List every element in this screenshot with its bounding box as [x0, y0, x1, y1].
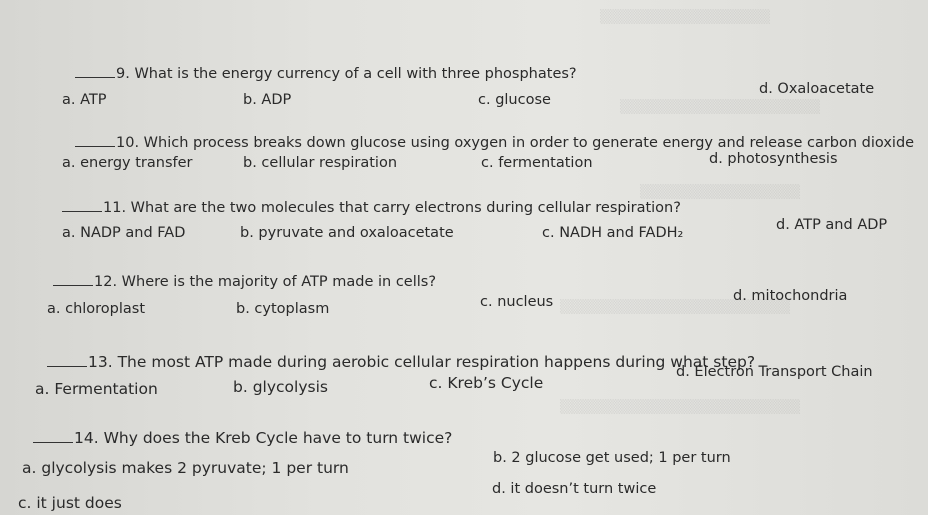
question-text: What is the energy currency of a cell with three phosphates?	[134, 66, 577, 82]
question-text: What are the two molecules that carry electrons during cellular respiration?	[130, 200, 681, 216]
answer-blank[interactable]	[75, 146, 115, 147]
option-b: b. glycolysis	[233, 378, 328, 396]
bleed-through-text: ▒▒▒▒▒▒▒▒▒▒▒▒▒▒▒▒▒	[600, 10, 770, 25]
option-d: d. mitochondria	[733, 288, 848, 304]
option-a: a. Fermentation	[35, 380, 158, 398]
question-text: The most ATP made during aerobic cellular respiration happens during what step?	[117, 353, 756, 371]
question-number: 11.	[103, 200, 127, 216]
bleed-through-text: ▒▒▒▒▒▒▒▒▒▒▒▒▒▒▒▒▒▒▒▒	[620, 100, 820, 115]
option-c: c. glucose	[478, 92, 551, 108]
option-c: c. NADH and FADH₂	[542, 225, 684, 241]
answer-blank[interactable]	[62, 211, 102, 212]
question-number: 9.	[116, 66, 130, 82]
answer-blank[interactable]	[33, 442, 73, 443]
option-b: b. 2 glucose get used; 1 per turn	[493, 450, 731, 466]
question-11	[62, 200, 681, 216]
question-text: Why does the Kreb Cycle have to turn twice?	[103, 429, 453, 447]
option-a: a. glycolysis makes 2 pyruvate; 1 per turn	[22, 459, 349, 477]
bleed-through-text: ▒▒▒▒▒▒▒▒▒▒▒▒▒▒▒▒	[640, 185, 800, 200]
option-d: d. ATP and ADP	[776, 217, 888, 233]
option-b: b. cytoplasm	[236, 301, 330, 317]
option-b: b. ADP	[243, 92, 292, 108]
option-b: b. cellular respiration	[243, 155, 398, 171]
option-c: c. fermentation	[481, 155, 593, 171]
option-b: b. pyruvate and oxaloacetate	[240, 225, 454, 241]
bleed-through-text: ▒▒▒▒▒▒▒▒▒▒▒▒▒▒▒▒▒▒▒▒▒▒▒▒	[560, 400, 800, 415]
option-a: a. NADP and FAD	[62, 225, 186, 241]
option-c: c. it just does	[18, 494, 122, 512]
question-10	[75, 135, 914, 151]
question-text: Where is the majority of ATP made in cells?	[121, 274, 437, 290]
option-d: d. Electron Transport Chain	[676, 364, 873, 380]
option-c: c. nucleus	[480, 294, 554, 310]
question-14	[33, 429, 452, 447]
question-text: Which process breaks down glucose using oxygen in order to generate energy and release carbon dioxide	[143, 135, 915, 151]
answer-blank[interactable]	[53, 285, 93, 286]
option-d: d. Oxaloacetate	[759, 81, 875, 97]
option-a: a. ATP	[62, 92, 107, 108]
option-a: a. chloroplast	[47, 301, 146, 317]
question-number: 10.	[116, 135, 140, 151]
question-number: 12.	[94, 274, 118, 290]
bleed-through-text: ▒▒▒▒▒▒▒▒▒▒▒▒▒▒▒▒▒▒▒▒▒▒▒	[560, 300, 790, 315]
question-number: 13.	[88, 353, 113, 371]
option-d: d. photosynthesis	[709, 151, 838, 167]
option-d: d. it doesn’t turn twice	[492, 481, 657, 497]
option-c: c. Kreb’s Cycle	[429, 374, 544, 392]
question-number: 14.	[74, 429, 99, 447]
question-13	[47, 353, 755, 371]
answer-blank[interactable]	[75, 77, 115, 78]
question-12	[53, 274, 436, 290]
answer-blank[interactable]	[47, 366, 87, 367]
option-a: a. energy transfer	[62, 155, 193, 171]
question-9	[75, 66, 577, 82]
